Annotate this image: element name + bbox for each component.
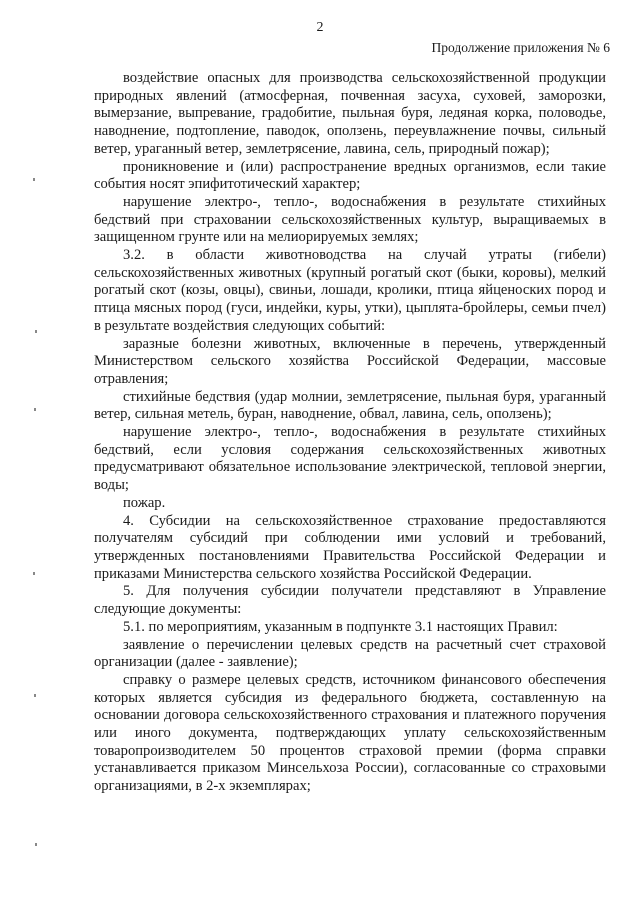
paragraph-animal-diseases: заразные болезни животных, включенные в перечень, утвержденный Министерством сельского хозяйства Российской Федерации, массовые отравления;: [94, 335, 606, 387]
document-body: [94, 70, 606, 796]
scan-speck: [33, 572, 35, 575]
paragraph-pests: проникновение и (или) распространение вредных организмов, если такие события носят эпифитотический характер;: [94, 158, 606, 193]
paragraph-natural-hazards: воздействие опасных для производства сельскохозяйственной продукции природных явлений (атмосферная, почвенная засуха, суховей, заморозки, вымерзание, выпревание, градобитие, пыльная буря, ледяная корка, половодье, наводнение, подтопление, паводок, оползень, переувлажнение почвы, сильный ветер, ураганный ветер, землетрясение, лавина, сель, природный пожар);: [94, 70, 606, 157]
paragraph-certificate: справку о размере целевых средств, источником финансового обеспечения которых является субсидия из федерального бюджета, составленную на основании договора сельскохозяйственного страхования и платежного поручения или иного документа, подтверждающих уплату сельскохозяйственным товаропроизводителем 50 процентов страховой премии (форма справки устанавливается приказом Минсельхоза России), согласованные со страховыми организациями, в 2-х экземплярах;: [94, 671, 606, 795]
paragraph-utility-failure-crops: нарушение электро-, тепло-, водоснабжения в результате стихийных бедствий при страховании сельскохозяйственных культур, выращиваемых в защищенном грунте или на мелиорируемых землях;: [94, 193, 606, 246]
paragraph-application: заявление о перечислении целевых средств на расчетный счет страховой организации (далее - заявление);: [94, 636, 606, 671]
scan-speck: [34, 694, 36, 697]
paragraph-3-2-livestock: 3.2. в области животноводства на случай утраты (гибели) сельскохозяйственных животных (крупный рогатый скот (быки, коровы), мелкий рогатый скот (козы, овцы), свиньи, лошади, кролики, птица яйценоских пород и птица мясных пород (гуси, индейки, куры, утки), цыплята-бройлеры, семьи пчел) в результате воздействия следующих событий:: [94, 247, 606, 334]
page-number: 2: [316, 20, 324, 35]
scan-speck: [35, 330, 37, 333]
paragraph-fire: пожар.: [123, 494, 166, 511]
paragraph-natural-disasters: стихийные бедствия (удар молнии, землетрясение, пыльная буря, ураганный ветер, сильная метель, буран, наводнение, обвал, лавина, сель, оползень);: [94, 388, 606, 423]
scan-speck: [34, 408, 36, 411]
paragraph-4-subsidies: 4. Субсидии на сельскохозяйственное страхование предоставляются получателям субсидий при соблюдении ими условий и требований, утвержденных постановлениями Правительства Российской Федерации и приказами Министерства сельского хозяйства Российской Федерации.: [94, 512, 606, 582]
scan-speck: [33, 178, 35, 181]
scan-speck: [35, 843, 37, 846]
appendix-label: Продолжение приложения № 6: [431, 40, 610, 55]
paragraph-utility-failure-livestock: нарушение электро-, тепло-, водоснабжения в результате стихийных бедствий, если условия содержания сельскохозяйственных животных предусматривают обязательное использование электрической, тепловой энергии, воды;: [94, 424, 606, 494]
paragraph-5-documents: 5. Для получения субсидии получатели представляют в Управление следующие документы:: [94, 583, 606, 618]
paragraph-5-1-measures: 5.1. по мероприятиям, указанным в подпункте 3.1 настоящих Правил:: [123, 618, 558, 635]
